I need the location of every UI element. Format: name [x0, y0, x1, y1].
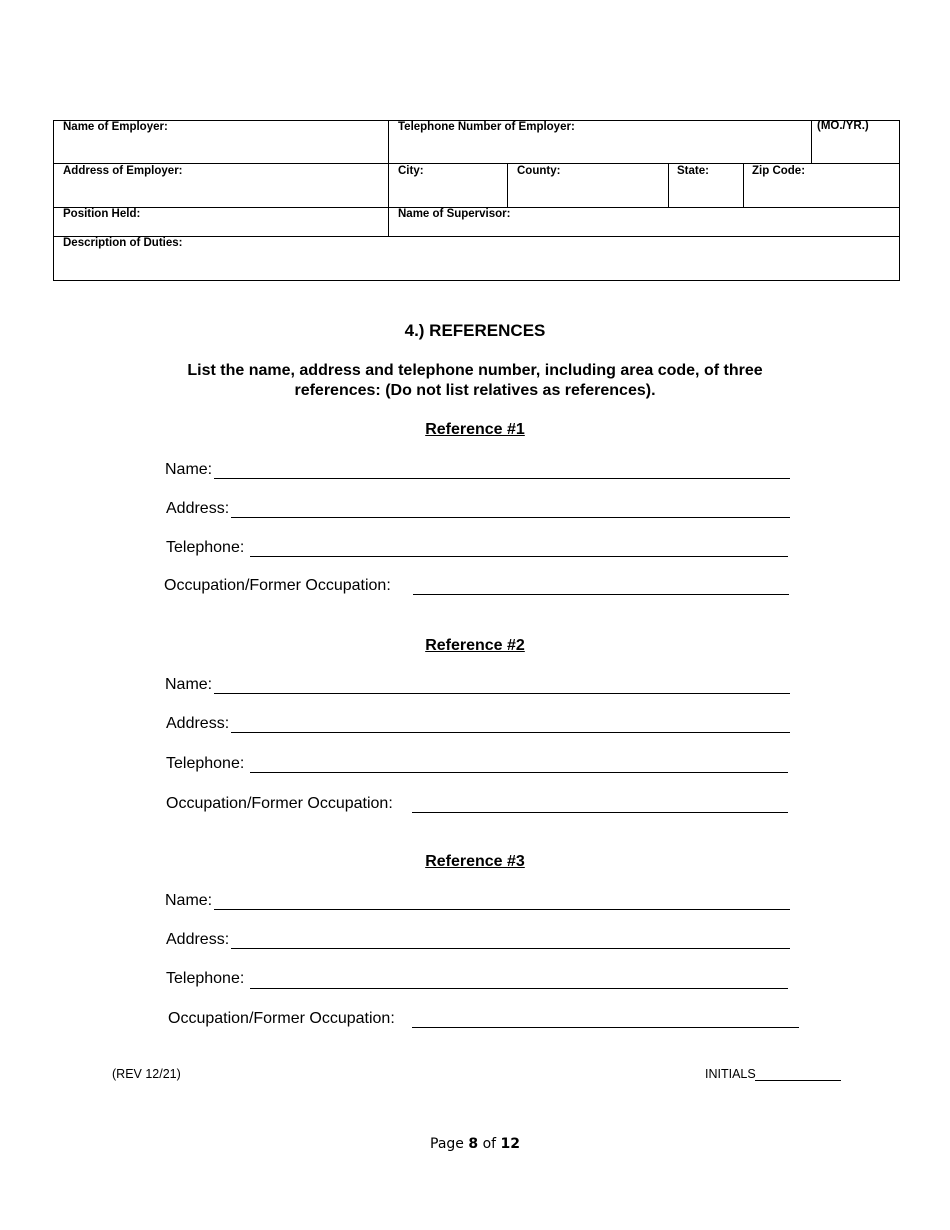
table-col-divider — [743, 163, 744, 207]
telephone-of-employer-field[interactable]: Telephone Number of Employer: — [398, 121, 575, 133]
table-col-divider — [388, 120, 389, 237]
initials-label: INITIALS — [705, 1067, 756, 1081]
page-prefix: Page — [430, 1136, 464, 1152]
reference-1-occupation-input[interactable] — [413, 594, 789, 595]
reference-title: Reference #2 — [425, 637, 525, 654]
occupation-label: Occupation/Former Occupation: — [168, 1010, 395, 1027]
reference-title: Reference #3 — [425, 853, 525, 870]
address-label: Address: — [166, 715, 230, 732]
zip-code-field[interactable]: Zip Code: — [752, 165, 806, 177]
city-field[interactable]: City: — [398, 165, 424, 177]
telephone-label: Telephone: — [166, 755, 245, 772]
table-col-divider — [668, 163, 669, 207]
revision-note: (REV 12/21) — [112, 1067, 181, 1081]
description-of-duties-field[interactable]: Description of Duties: — [63, 237, 183, 249]
name-of-employer-field[interactable]: Name of Employer: — [63, 121, 168, 133]
section-title: 4.) REFERENCES — [404, 321, 546, 340]
reference-2-address-input[interactable] — [231, 732, 790, 733]
name-label: Name: — [165, 676, 213, 693]
county-field[interactable]: County: — [517, 165, 561, 177]
state-field[interactable]: State: — [677, 165, 709, 177]
mo-yr-field[interactable]: (MO./YR.) — [817, 120, 869, 132]
address-label: Address: — [166, 500, 230, 517]
page-current: 8 — [468, 1136, 479, 1152]
reference-3-occupation-input[interactable] — [412, 1027, 799, 1028]
telephone-label: Telephone: — [166, 970, 245, 987]
instructions-line-2: references: (Do not list relatives as references). — [294, 382, 656, 399]
instructions-line-1: List the name, address and telephone number, including area code, of three — [187, 362, 763, 379]
table-border-bottom — [53, 280, 900, 281]
name-of-supervisor-field[interactable]: Name of Supervisor: — [398, 208, 511, 220]
reference-title: Reference #1 — [425, 421, 525, 438]
occupation-label: Occupation/Former Occupation: — [164, 577, 391, 594]
table-border-left — [53, 120, 54, 281]
reference-3-name-input[interactable] — [214, 909, 790, 910]
page-of: of — [482, 1136, 497, 1152]
table-border-right — [899, 120, 900, 281]
reference-1-name-input[interactable] — [214, 478, 790, 479]
table-col-divider — [507, 163, 508, 207]
reference-1-address-input[interactable] — [231, 517, 790, 518]
reference-2-telephone-input[interactable] — [250, 772, 788, 773]
address-label: Address: — [166, 931, 230, 948]
reference-3-address-input[interactable] — [231, 948, 790, 949]
occupation-label: Occupation/Former Occupation: — [166, 795, 393, 812]
name-label: Name: — [165, 892, 213, 909]
reference-2-name-input[interactable] — [214, 693, 790, 694]
table-row-divider — [53, 163, 900, 164]
position-held-field[interactable]: Position Held: — [63, 208, 141, 220]
name-label: Name: — [165, 461, 213, 478]
reference-1-telephone-input[interactable] — [250, 556, 788, 557]
initials-input[interactable] — [755, 1080, 841, 1081]
page-number — [0, 1136, 950, 1152]
reference-2-occupation-input[interactable] — [412, 812, 788, 813]
table-col-divider — [811, 120, 812, 164]
telephone-label: Telephone: — [166, 539, 245, 556]
address-of-employer-field[interactable]: Address of Employer: — [63, 165, 183, 177]
reference-3-telephone-input[interactable] — [250, 988, 788, 989]
page-total: 12 — [500, 1136, 520, 1152]
